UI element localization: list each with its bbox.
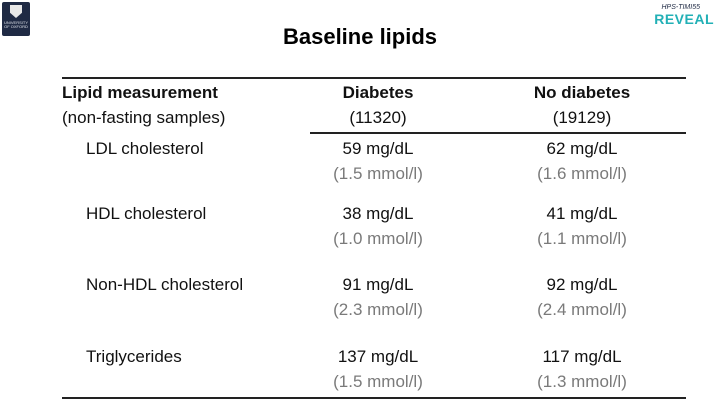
header-nodiabetes: [510, 80, 654, 130]
table-row-label: [62, 272, 302, 297]
reveal-logo: [644, 4, 714, 26]
table-row-label: [62, 136, 302, 161]
row-ldl-label: LDL cholesterol: [86, 139, 204, 158]
row-ldl-diabetes-mgdl: 59 mg/dL: [342, 139, 414, 158]
header-diabetes-count: (11320): [349, 108, 407, 127]
header-label: [62, 80, 302, 130]
crest-icon: [10, 5, 22, 18]
row-ldl-nodiabetes: [510, 136, 654, 186]
row-tg-nodiabetes: [510, 344, 654, 394]
row-tg-diabetes: [310, 344, 446, 394]
header-nodiabetes-count: (19129): [552, 108, 612, 127]
row-nonhdl-nodiabetes-mmol: (2.4 mmol/l): [537, 300, 627, 319]
table-row-label: [62, 201, 302, 226]
row-tg-nodiabetes-mmol: (1.3 mmol/l): [537, 372, 627, 391]
row-tg-diabetes-mgdl: 137 mg/dL: [337, 347, 419, 366]
reveal-logo-small: HPS-TIMI55: [661, 4, 700, 11]
row-hdl-label: HDL cholesterol: [86, 204, 207, 223]
row-hdl-diabetes: [310, 201, 446, 251]
table-row-label: [62, 344, 302, 369]
row-hdl-nodiabetes-mgdl: 41 mg/dL: [546, 204, 618, 223]
row-hdl-diabetes-mmol: (1.0 mmol/l): [333, 229, 423, 248]
row-nonhdl-nodiabetes: [510, 272, 654, 322]
table-top-rule: [62, 77, 686, 79]
header-label-line2: (non-fasting samples): [62, 108, 226, 127]
oxford-logo-text: UNIVERSITY OF OXFORD: [3, 20, 28, 29]
row-tg-diabetes-mmol: (1.5 mmol/l): [333, 372, 423, 391]
row-hdl-diabetes-mgdl: 38 mg/dL: [342, 204, 414, 223]
row-nonhdl-diabetes-mmol: (2.3 mmol/l): [333, 300, 423, 319]
table-header-rule: [310, 132, 686, 134]
row-hdl-nodiabetes-mmol: (1.1 mmol/l): [537, 229, 627, 248]
row-ldl-diabetes-mmol: (1.5 mmol/l): [333, 164, 423, 183]
row-ldl-diabetes: [310, 136, 446, 186]
row-nonhdl-diabetes: [310, 272, 446, 322]
row-ldl-nodiabetes-mgdl: 62 mg/dL: [546, 139, 618, 158]
header-label-line1: Lipid measurement: [62, 83, 218, 102]
table-bottom-rule: [62, 397, 686, 399]
row-nonhdl-label: Non-HDL cholesterol: [86, 275, 244, 294]
row-hdl-nodiabetes: [510, 201, 654, 251]
reveal-logo-text: REVEAL: [654, 11, 714, 27]
row-nonhdl-nodiabetes-mgdl: 92 mg/dL: [546, 275, 618, 294]
slide-title: Baseline lipids: [282, 24, 438, 49]
row-nonhdl-diabetes-mgdl: 91 mg/dL: [342, 275, 414, 294]
header-diabetes: [310, 80, 446, 130]
row-tg-label: Triglycerides: [86, 347, 182, 366]
header-nodiabetes-title: No diabetes: [533, 83, 631, 102]
row-ldl-nodiabetes-mmol: (1.6 mmol/l): [537, 164, 627, 183]
header-diabetes-title: Diabetes: [342, 83, 414, 102]
row-tg-nodiabetes-mgdl: 117 mg/dL: [542, 347, 622, 366]
